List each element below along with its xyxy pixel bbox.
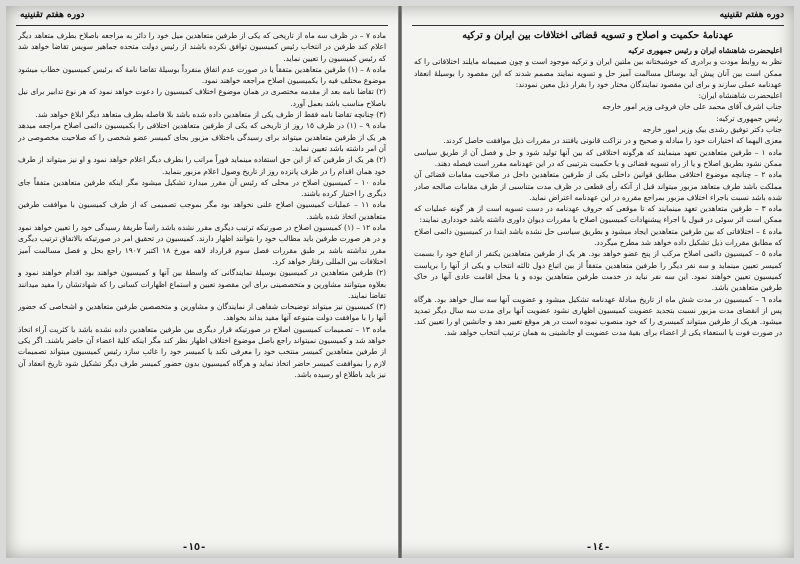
page-number: -١٥-	[182, 542, 207, 553]
article-paragraph: ماده ٧ – در ظرف سه ماه از تاریخی که یکی از طرفین متعاهدین میل خود را دائر به مراجعه باصلاح بطرف متعاهد دیگر اعلام کند طرفین در انتخاب رئیس کمیسیون توافق نکرده باشند از رئیس دولت متحده جماهیر سویس تقاضا خواهد شد که رئیس کمیسیون را تعیین نماید.	[18, 31, 386, 63]
signatory-line: رئیس جمهوری ترکیه:	[716, 113, 782, 123]
article-paragraph: ماده ١٢ – (١) کمیسیون اصلاح در صورتیکه ترتیب دیگری مقرر نشده باشد راساً طریقهٔ رسیدگی خود را تعیین خواهد نمود و در هر صورت طرفین باید مطالب خود را بتوانند اظهار دارند. کمیسیون در تحقیق امر در صورتیکه بالاتفاق ترتیب دیگری مقرر نداشته باشد بر طبق مقررات فصل سوم قرارداد لاهه مورخ ١٨ اکتبر ١٩٠٧ راجع بحل و فصل مسالمت آمیز اختلافات بین المللی رفتار خواهد کرد.	[18, 223, 386, 266]
article-paragraph: نظر به روابط مودت و برادری که خوشبختانه بین ملتین ایران و ترکیه موجود است و چون صمیمانه مایلند اختلافاتی را که ممکن است بین آنان پیش آید بوسائل مسالمت آمیز حل و تسویه نمایند مصمم شدند که این مقصود را بوسیلهٔ انعقاد عهدنامه عملی سازند و برای این مقصود نمایندگان مختار خود را بقرار ذیل معین نمودند:	[414, 57, 782, 89]
header-rule	[412, 25, 784, 26]
article-paragraph: (٢) تقاضا نامه بعد از مقدمه مختصری در همان موضوع اختلاف کمیسیون را دعوت خواهد نمود که هر نوع تدابیر برای نیل باصلاح مناسب باشد بعمل آورد.	[18, 87, 386, 108]
right-page	[402, 6, 794, 558]
article-paragraph: ماده ٨ – (١) طرفین متعاهدین متفقاً یا در صورت عدم اتفاق منفرداً بوسیلهٔ تقاضا نامهٔ که برئیس کمیسیون خطاب میشود موضوع مختلف فیه را بکمیسیون اصلاح مراجعه خواهند نمود.	[18, 64, 386, 86]
treaty-title: عهدنامهٔ حکمیت و اصلاح و تسویه قضائی اختلافات بین ایران و ترکیه	[462, 30, 734, 41]
signatory-line: جناب دکتر توفیق رشدی بیک وزیر امور خارجه	[642, 125, 782, 135]
article-paragraph: ماده ١٠ – کمیسیون اصلاح در محلی که رئیس آن مقرر میدارد تشکیل میشود مگر اینکه طرفین متعاهدین متفقاً جای دیگری را اختیار کرده باشند.	[18, 177, 386, 199]
article-paragraph: (٣) کمیسیون نیز میتواند توضیحات شفاهی از نمایندگان و مشاورین و متخصصین طرفین متعاهدین و اشخاصی که حضور آنها را با موافقت دولت متبوعه آنها مفید بداند بخواهد.	[18, 302, 386, 323]
right-page-body	[414, 30, 782, 536]
article-paragraph: (٢) طرفین متعاهدین در کمیسیون بوسیلهٔ نمایندگانی که واسطهٔ بین آنها و کمیسیون خواهند بود اقدام خواهند نمود و بعلاوه میتوانند مشاورین و متخصصینی برای این مقصود تعیین و استماع اظهارات کسانی را که شهادتشان را مفید میدانند تقاضا نمایند.	[18, 268, 386, 300]
article-paragraph: ماده ١٣ – تصمیمات کمیسیون اصلاح در صورتیکه قرار دیگری بین طرفین متعاهدین داده نشده باشد با کثریت آراء اتخاذ خواهد شد و کمیسیون نمیتواند راجع باصل موضوع اختلاف اظهار نظر کند مگر اینکه کلیهٔ اعضاء آن حاضر باشند. اگر یکی از طرفین متعاهدین کمیسر منتخب خود را معرفی نکند یا کمیسر خود را غائب سازد رئیس کمیسیون میتواند تصمیمات لازم را بموافقت کمیسر حاضر اتخاذ نماید و هرگاه کمیسیون بدون حضور کمیسر طرف دیگر تشکیل شود تاریخ انعقاد آن نیز باید باطلاع او رسیده باشد.	[18, 324, 386, 379]
signatory-line: اعلیحضرت شاهنشاه ایران:	[698, 91, 782, 101]
left-page-body	[18, 30, 386, 536]
article-paragraph: (٢) هر یک از طرفین که از این حق استفاده مینماید فوراً مراتب را بطرف دیگر اعلام خواهد نمود و او نیز میتواند از طرف خود همان اقدام را در ظرف پانزده روز از تاریخ وصول اعلام مزبور بنماید.	[18, 155, 386, 176]
page-header: دوره هفتم تقنينيه	[719, 10, 784, 20]
article-paragraph: ماده ٥ – کمیسیون دائمی اصلاح مرکب از پنج عضو خواهد بود. هر یک از طرفین متعاهدین یکنفر از اتباع خود را بسمت کمیسر تعیین مینماید و سه نفر دیگر را طرفین متعاهدین متفقاً از بین اتباع دول ثالثه انتخاب و یکی از آنها را بریاست کمیسیون تعیین خواهند نمود. این سه نفر نباید در خدمت طرفین متعاهدین بوده و یا محل اقامت عادی آنها در خاک طرفین متعاهدین باشد.	[414, 249, 782, 293]
article-paragraph: (٣) چنانچه تقاضا نامه فقط از طرف یکی از متعاهدین داده شده باشد بلا فاصله بطرف متعاهد دیگر ابلاغ خواهد شد.	[35, 110, 386, 120]
article-paragraph: معزی الیهما که اختیارات خود را مبادله و صحیح و در نزاکت قانونی یافتند در مقررات ذیل موافقت حاصل کردند.	[443, 136, 782, 146]
page-header: دوره هفتم تقنينيه	[20, 10, 85, 20]
article-paragraph: ماده ٣ – طرفین متعاهدین تعهد مینمایند که تا موقعی که حروف عهدنامه در دست تسویه است از هر گونه عملیات که ممکن است اثر سوئی در قبول یا اجراء پیشنهادات کمیسیون اصلاح یا مقررات دیوان داوری داشته باشد خودداری نمایند:	[414, 204, 782, 225]
article-paragraph: ماده ٤ – اختلافاتی که بین طرفین متعاهدین ایجاد میشود و بطریق سیاسی حل نشده باشد ابتدا در کمیسیون دائمی اصلاح که مطابق مقررات ذیل تشکیل داده خواهد شد مطرح میگردد.	[414, 226, 782, 248]
article-paragraph: ماده ١١ – عملیات کمیسیون اصلاح علنی نخواهد بود مگر بموجب تصمیمی که از طرف کمیسیون با موافقت طرفین متعاهدین اتخاذ شده باشد.	[18, 200, 386, 221]
page-number: -١٤-	[586, 542, 611, 553]
article-paragraph: ماده ٦ – کمیسیون در مدت شش ماه از تاریخ مبادلهٔ عهدنامه تشکیل میشود و عضویت آنها سه سال خواهد بود. هرگاه پس از انقضای مدت مزبور نسبت بتجدید عضویت کمیسیون اظهاری نشود عضویت آنها برای مدت سه سال دیگر تمدید میشود. هریک از طرفین میتواند کمیسری را که خود منصوب نموده است در هر موقع تغییر دهد و جانشین او را تعیین کند. در صورت فوت یا استعفاء یکی از اعضاء برای بقیهٔ مدت عضویت او جانشینی به همان ترتیب انتخاب خواهد شد.	[414, 294, 782, 338]
article-paragraph: ماده ٩ – (١) در ظرف ١٥ روز از تاریخی که یکی از طرفین متعاهدین اختلافی را بکمیسیون دائمی اصلاح مراجعه میدهد هر یک از طرفین متعاهدین میتواند برای رسیدگی باختلاف مزبور بجای کمیسر عضو شخصی را که صلاحیت مخصوصی در آن امر داشته باشد تعیین نماید.	[18, 121, 386, 153]
preamble-line: اعلیحضرت شاهنشاه ایران و رئیس جمهوری ترکیه	[628, 46, 782, 55]
left-page	[6, 6, 398, 558]
signatory-line: جناب اشرف آقای محمد علی خان فروغی وزیر امور خارجه	[602, 102, 782, 112]
article-paragraph: ماده ٢ – چنانچه موضوع اختلافی مطابق قوانین داخلی یکی از طرفین متعاهدین داخل در صلاحیت مقامات قضائی آن مملکت باشد طرف متعاهد مزبور میتواند قبل از آنکه رأی قطعی در ظرف مدت متناسبی از طرف مقامات صالحه صادر شده باشد نسبت باجراء اختلاف مزبور بمراجع مقرره در این عهدنامه اعتراض نماید.	[414, 170, 782, 202]
document-spread	[6, 6, 794, 558]
article-paragraph: ماده ١ – طرفین متعاهدین تعهد مینمایند که هرگونه اختلافی که بین آنها تولید شود و حل و فصل آن از طریق سیاسی ممکن نشود بطریق اصلاح و یا از راه تسویه قضائی و یا حکمیت بترتیبی که در این عهدنامه مقرر است فیصله دهند.	[414, 147, 782, 168]
header-rule	[16, 25, 388, 26]
